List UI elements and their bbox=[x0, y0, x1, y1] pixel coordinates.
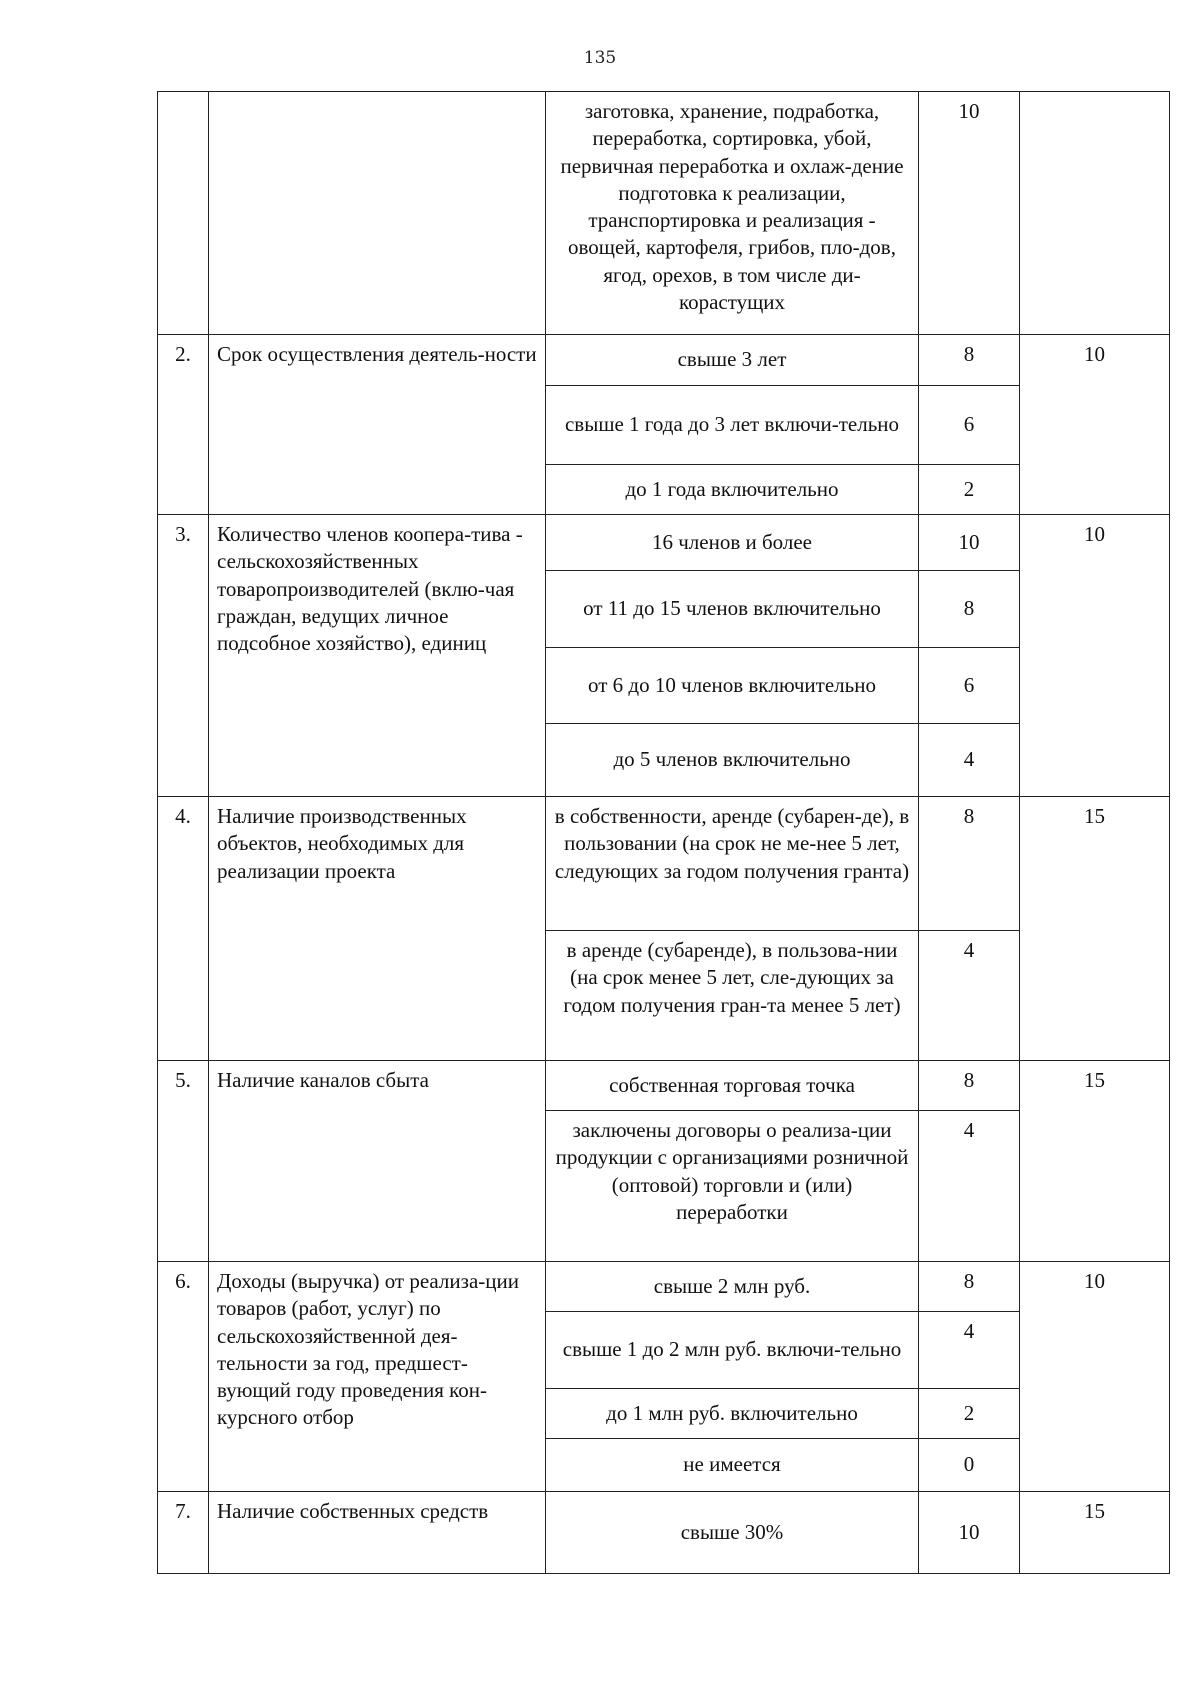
row-number: 4. bbox=[158, 797, 209, 1061]
criterion-name: Наличие каналов сбыта bbox=[209, 1061, 546, 1262]
table-row bbox=[158, 335, 1170, 386]
option-score: 2 bbox=[919, 1389, 1020, 1439]
option-score: 10 bbox=[919, 1492, 1020, 1574]
criterion-option: свыше 3 лет bbox=[546, 335, 919, 386]
criterion-option: от 6 до 10 членов включительно bbox=[546, 648, 919, 724]
row-number: 6. bbox=[158, 1262, 209, 1492]
option-score: 8 bbox=[919, 797, 1020, 931]
max-score bbox=[1020, 92, 1170, 335]
criterion-name: Наличие производственных объектов, необходимых для реализации проекта bbox=[209, 797, 546, 1061]
row-number: 2. bbox=[158, 335, 209, 515]
option-score: 8 bbox=[919, 1262, 1020, 1312]
criterion-option: от 11 до 15 членов включительно bbox=[546, 571, 919, 648]
max-score: 15 bbox=[1020, 1061, 1170, 1262]
page-number: 135 bbox=[583, 48, 617, 68]
option-score: 8 bbox=[919, 335, 1020, 386]
row-number: 7. bbox=[158, 1492, 209, 1574]
criterion-option: до 1 года включительно bbox=[546, 465, 919, 515]
max-score: 15 bbox=[1020, 1492, 1170, 1574]
option-score: 6 bbox=[919, 648, 1020, 724]
table-row bbox=[158, 1061, 1170, 1111]
criterion-option: собственная торговая точка bbox=[546, 1061, 919, 1111]
criteria-table bbox=[157, 91, 1170, 1574]
option-score: 10 bbox=[919, 92, 1020, 335]
option-score: 4 bbox=[919, 1111, 1020, 1262]
option-score: 10 bbox=[919, 515, 1020, 571]
criterion-option: заключены договоры о реализа-ции продукции с организациями розничной (оптовой) торговли и (или) переработки bbox=[546, 1111, 919, 1262]
criterion-option: не имеется bbox=[546, 1439, 919, 1492]
criterion-option: свыше 1 года до 3 лет включи-тельно bbox=[546, 386, 919, 465]
row-number: 3. bbox=[158, 515, 209, 797]
criterion-option: свыше 30% bbox=[546, 1492, 919, 1574]
table-row bbox=[158, 1262, 1170, 1312]
row-number bbox=[158, 92, 209, 335]
max-score: 10 bbox=[1020, 335, 1170, 515]
max-score: 15 bbox=[1020, 797, 1170, 1061]
table-row bbox=[158, 797, 1170, 931]
option-score: 8 bbox=[919, 571, 1020, 648]
criterion-option: до 1 млн руб. включительно bbox=[546, 1389, 919, 1439]
option-score: 4 bbox=[919, 931, 1020, 1061]
criterion-option: 16 членов и более bbox=[546, 515, 919, 571]
option-score: 0 bbox=[919, 1439, 1020, 1492]
row-number: 5. bbox=[158, 1061, 209, 1262]
option-score: 2 bbox=[919, 465, 1020, 515]
criterion-option: в собственности, аренде (субарен-де), в пользовании (на срок не ме-нее 5 лет, следующих за годом получения гранта) bbox=[546, 797, 919, 931]
criterion-name: Наличие собственных средств bbox=[209, 1492, 546, 1574]
criterion-option: заготовка, хранение, подработка, переработка, сортировка, убой, первичная переработка и охлаж-дение подготовка к реализации, транспортировка и реализация - овощей, картофеля, грибов, пло-дов, ягод, орехов, в том числе ди-корастущих bbox=[546, 92, 919, 335]
option-score: 8 bbox=[919, 1061, 1020, 1111]
table-row bbox=[158, 515, 1170, 571]
criterion-name: Срок осуществления деятель-ности bbox=[209, 335, 546, 515]
table-row bbox=[158, 1492, 1170, 1574]
criterion-name bbox=[209, 92, 546, 335]
criterion-name: Доходы (выручка) от реализа-ции товаров (работ, услуг) по сельскохозяйственной дея-тельности за год, предшест-вующий году проведения кон-курсного отбор bbox=[209, 1262, 546, 1492]
table-row bbox=[158, 92, 1170, 335]
criterion-option: до 5 членов включительно bbox=[546, 724, 919, 797]
criterion-name: Количество членов коопера-тива - сельскохозяйственных товаропроизводителей (вклю-чая граждан, ведущих личное подсобное хозяйство), единиц bbox=[209, 515, 546, 797]
max-score: 10 bbox=[1020, 1262, 1170, 1492]
criterion-option: в аренде (субаренде), в пользова-нии (на срок менее 5 лет, сле-дующих за годом получения гран-та менее 5 лет) bbox=[546, 931, 919, 1061]
option-score: 4 bbox=[919, 1312, 1020, 1389]
option-score: 6 bbox=[919, 386, 1020, 465]
criterion-option: свыше 2 млн руб. bbox=[546, 1262, 919, 1312]
option-score: 4 bbox=[919, 724, 1020, 797]
max-score: 10 bbox=[1020, 515, 1170, 797]
criterion-option: свыше 1 до 2 млн руб. включи-тельно bbox=[546, 1312, 919, 1389]
